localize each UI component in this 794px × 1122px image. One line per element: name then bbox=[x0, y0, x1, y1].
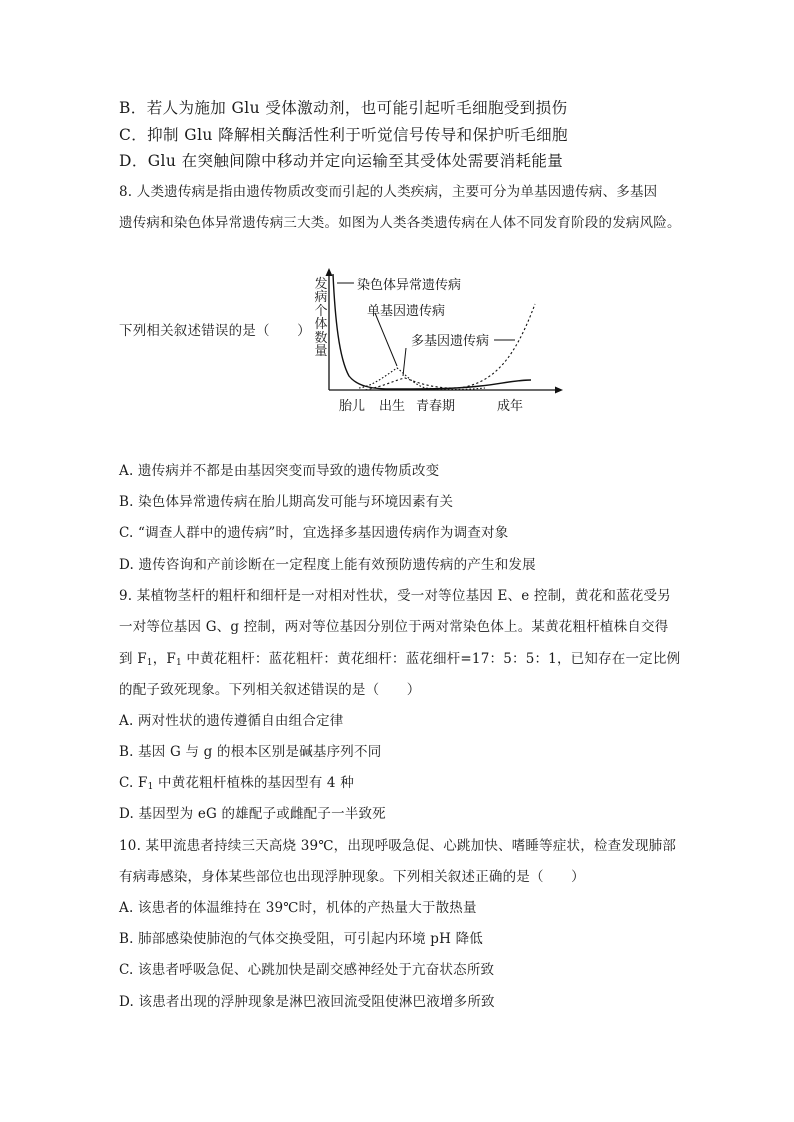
q10-option-a: A. 该患者的体温维持在 39℃时，机体的产热量大于散热量 bbox=[119, 900, 477, 916]
x-axis-arrow bbox=[555, 387, 563, 394]
q8-option-d: D. 遗传咨询和产前诊断在一定程度上能有效预防遗传病的产生和发展 bbox=[119, 557, 536, 573]
q9-option-c: C. $F_1$ 中黄花粗杆植株的基因型有 4 种 bbox=[119, 775, 354, 792]
q9-stem-line3: 到 $F_1$，$F_1$ 中黄花粗杆：蓝花粗杆：黄花细杆：蓝花细杆=17：5：5：1，已知存在一定比例 bbox=[119, 651, 681, 668]
x-tick-birth: 出生 bbox=[379, 399, 406, 414]
q8-stem-line2: 遗传病和染色体异常遗传病三大类。如图为人类各类遗传病在人体不同发育阶段的发病风险。 bbox=[119, 215, 681, 231]
label-multi-gene: 多基因遗传病 bbox=[411, 334, 490, 349]
x-tick-adult: 成年 bbox=[497, 399, 524, 414]
q10-option-d: D. 该患者出现的浮肿现象是淋巴液回流受阻使淋巴液增多所致 bbox=[119, 994, 495, 1010]
q9-option-a: A. 两对性状的遗传遵循自由组合定律 bbox=[119, 713, 344, 729]
leader-single-gene bbox=[375, 313, 397, 366]
q7-option-d: D．Glu 在突触间隙中移动并定向运输至其受体处需要消耗能量 bbox=[119, 152, 564, 170]
q10-option-b: B. 肺部感染使肺泡的气体交换受阻，可引起内环境 pH 降低 bbox=[119, 931, 483, 947]
q7-option-b: B．若人为施加 Glu 受体激动剂，也可能引起听毛细胞受到损伤 bbox=[119, 99, 568, 117]
q9-option-b: B. 基因 G 与 g 的根本区别是碱基序列不同 bbox=[119, 744, 382, 760]
single-gene-curve bbox=[359, 368, 485, 390]
disease-risk-figure bbox=[305, 268, 567, 418]
q8-question: 下列相关叙述错误的是（ ） bbox=[119, 323, 311, 339]
x-tick-fetus: 胎儿 bbox=[339, 399, 366, 414]
leader-multi-gene-down bbox=[403, 348, 406, 376]
q9-stem-line2: 一对等位基因 G、g 控制，两对等位基因分别位于两对常染色体上。某黄花粗杆植株自交得 bbox=[119, 619, 669, 635]
q9-option-d: D. 基因型为 eG 的雄配子或雌配子一半致死 bbox=[119, 806, 386, 822]
y-axis-arrow bbox=[326, 268, 333, 276]
q10-option-c: C. 该患者呼吸急促、心跳加快是副交感神经处于亢奋状态所致 bbox=[119, 962, 495, 978]
q10-stem-line2: 有病毒感染，身体某些部位也出现浮肿现象。下列相关叙述正确的是（ ） bbox=[119, 869, 585, 885]
x-tick-puberty: 青春期 bbox=[416, 399, 456, 414]
label-single-gene: 单基因遗传病 bbox=[367, 304, 446, 319]
q8-option-a: A. 遗传病并不都是由基因突变而导致的遗传物质改变 bbox=[119, 463, 440, 479]
q10-stem-line1: 10. 某甲流患者持续三天高烧 39℃，出现呼吸急促、心跳加快、嗜睡等症状，检查发现肺部 bbox=[119, 838, 677, 854]
q9-stem-line4: 的配子致死现象。下列相关叙述错误的是（ ） bbox=[119, 682, 421, 698]
q7-option-c: C．抑制 Glu 降解相关酶活性利于听觉信号传导和保护听毛细胞 bbox=[119, 126, 568, 144]
q8-option-c: C. “调查人群中的遗传病”时，宜选择多基因遗传病作为调查对象 bbox=[119, 525, 509, 541]
label-chromosome-disorder: 染色体异常遗传病 bbox=[357, 278, 462, 293]
q8-stem-line1: 8. 人类遗传病是指由遗传物质改变而引起的人类疾病，主要可分为单基因遗传病、多基因 bbox=[119, 184, 658, 200]
q9-stem-line1: 9. 某植物茎杆的粗杆和细杆是一对相对性状，受一对等位基因 E、e 控制，黄花和蓝花受另 bbox=[119, 588, 671, 604]
q8-option-b: B. 染色体异常遗传病在胎儿期高发可能与环境因素有关 bbox=[119, 494, 454, 510]
y-axis-label: 发病个体数量 bbox=[314, 277, 328, 360]
